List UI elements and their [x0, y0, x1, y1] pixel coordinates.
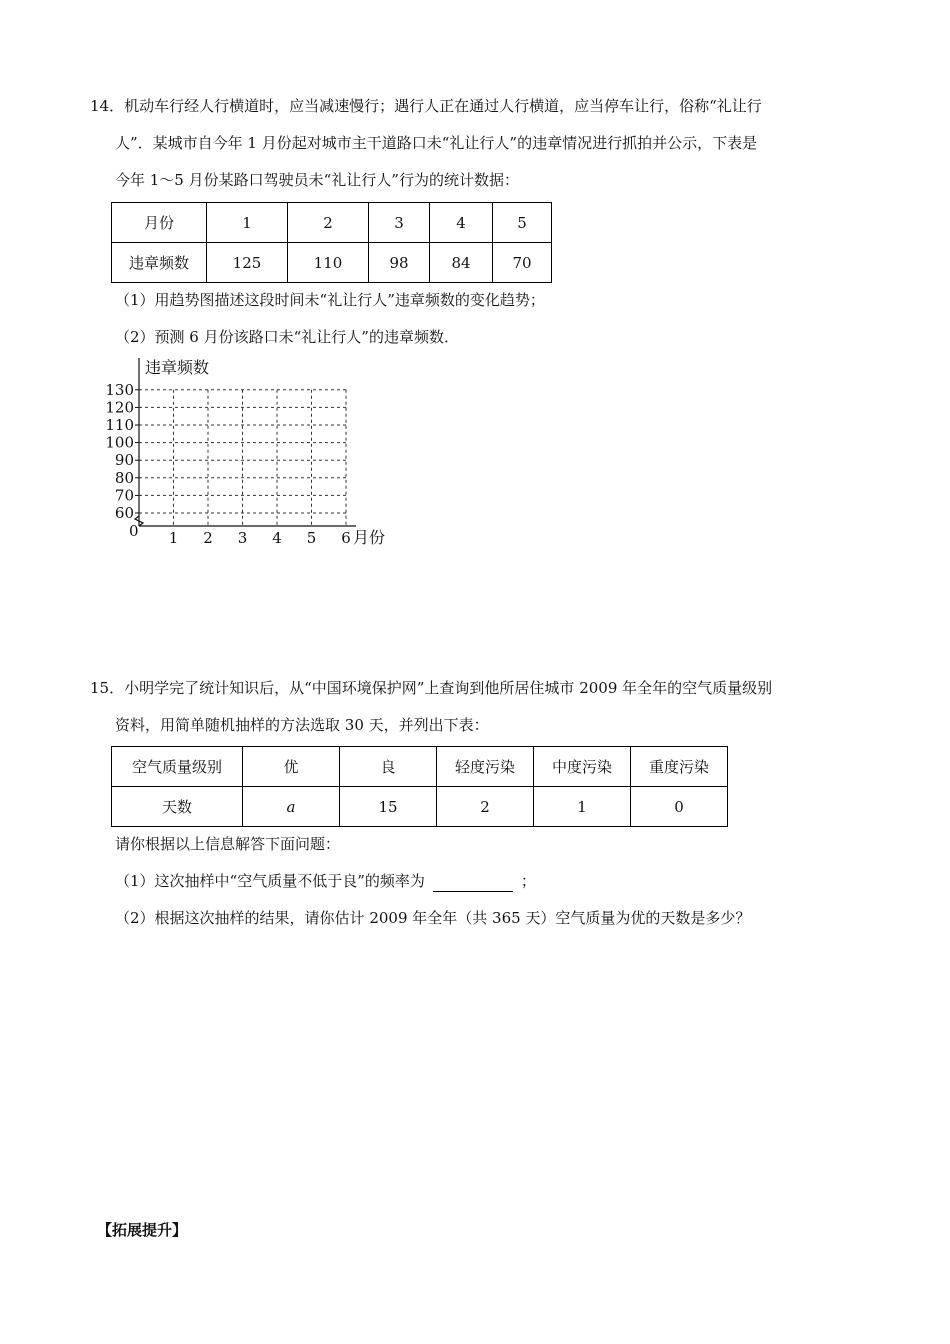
q14-table-row-label: 违章频数 [112, 243, 207, 283]
q15-intro: 请你根据以上信息解答下面问题： [115, 835, 341, 853]
q14-value-cell: 125 [207, 243, 288, 283]
section-heading: 【拓展提升】 [97, 1221, 188, 1239]
q14-line-1: 14．机动车行经人行横道时，应当减速慢行；遇行人正在通过人行横道，应当停车让行，俗称“礼让行 [90, 97, 762, 115]
q14-table [111, 202, 552, 283]
q15-level-cell: 良 [340, 747, 437, 787]
x-tick-label: 6 [341, 529, 351, 547]
q14-table-header-label: 月份 [112, 203, 207, 243]
x-tick-label: 1 [168, 529, 179, 547]
q14-month-cell: 2 [288, 203, 369, 243]
y-tick-label: 80 [114, 468, 134, 487]
q14-month-cell: 3 [369, 203, 430, 243]
q14-value-cell: 98 [369, 243, 430, 283]
q15-level-cell: 优 [243, 747, 340, 787]
x-tick-label: 3 [237, 529, 248, 547]
chart-y-axis-label: 违章频数 [145, 358, 210, 377]
chart-axes [135, 358, 356, 526]
answer-blank[interactable] [433, 875, 513, 892]
q14-line-3: 今年 1～5 月份某路口驾驶员未“礼让行人”行为的统计数据： [115, 171, 519, 189]
x-tick-label: 5 [306, 529, 317, 547]
q14-value-cell: 84 [430, 243, 493, 283]
trend-chart [105, 353, 405, 553]
q14-value-cell: 70 [493, 243, 552, 283]
q14-value-cell: 110 [288, 243, 369, 283]
x-tick-label: 2 [203, 529, 213, 547]
y-tick-label: 70 [114, 486, 134, 505]
q14-line-2: 人”．某城市自今年 1 月份起对城市主干道路口未“礼让行人”的违章情况进行抓拍并公示，下表是 [115, 134, 758, 152]
q14-sub-1: （1）用趋势图描述这段时间未“礼让行人”违章频数的变化趋势； [115, 291, 545, 309]
y-tick-label: 60 [114, 504, 134, 522]
q15-table-header-label: 空气质量级别 [112, 747, 243, 787]
q15-sub-1 [115, 870, 536, 892]
q14-month-cell: 4 [430, 203, 493, 243]
chart-x-axis-label: 月份 [353, 528, 386, 547]
q15-value-cell: 1 [534, 787, 631, 827]
q15-value-cell: 0 [631, 787, 728, 827]
y-tick-label: 90 [114, 451, 134, 470]
x-tick-label: 4 [272, 529, 282, 547]
chart-grid [139, 390, 346, 526]
q14-sub-2: （2）预测 6 月份该路口未“礼让行人”的违章频数． [115, 328, 459, 346]
q15-level-cell: 轻度污染 [437, 747, 534, 787]
q15-value-cell: a [243, 787, 340, 827]
y-tick-label: 110 [105, 416, 134, 434]
q15-value-cell: 2 [437, 787, 534, 827]
q15-value-cell: 15 [340, 787, 437, 827]
q15-table-row-label: 天数 [112, 787, 243, 827]
q15-level-cell: 中度污染 [534, 747, 631, 787]
q15-line-2: 资料，用简单随机抽样的方法选取 30 天，并列出下表： [115, 716, 489, 734]
q15-sub-2: （2）根据这次抽样的结果，请你估计 2009 年全年（共 365 天）空气质量为优的天数是多少？ [115, 909, 751, 927]
q14-month-cell: 1 [207, 203, 288, 243]
q15-level-cell: 重度污染 [631, 747, 728, 787]
chart-origin-label: 0 [129, 522, 139, 540]
y-tick-label: 120 [105, 398, 134, 417]
y-tick-label: 130 [105, 380, 134, 399]
q15-sub-1-end: ； [520, 872, 536, 890]
q15-table [111, 746, 728, 827]
q14-month-cell: 5 [493, 203, 552, 243]
q15-line-1: 15．小明学完了统计知识后，从“中国环境保护网”上查询到他所居住城市 2009 年全年的空气质量级别 [90, 679, 773, 697]
q15-sub-1-text: （1）这次抽样中“空气质量不低于良”的频率为 [115, 872, 425, 890]
y-tick-label: 100 [105, 433, 134, 452]
